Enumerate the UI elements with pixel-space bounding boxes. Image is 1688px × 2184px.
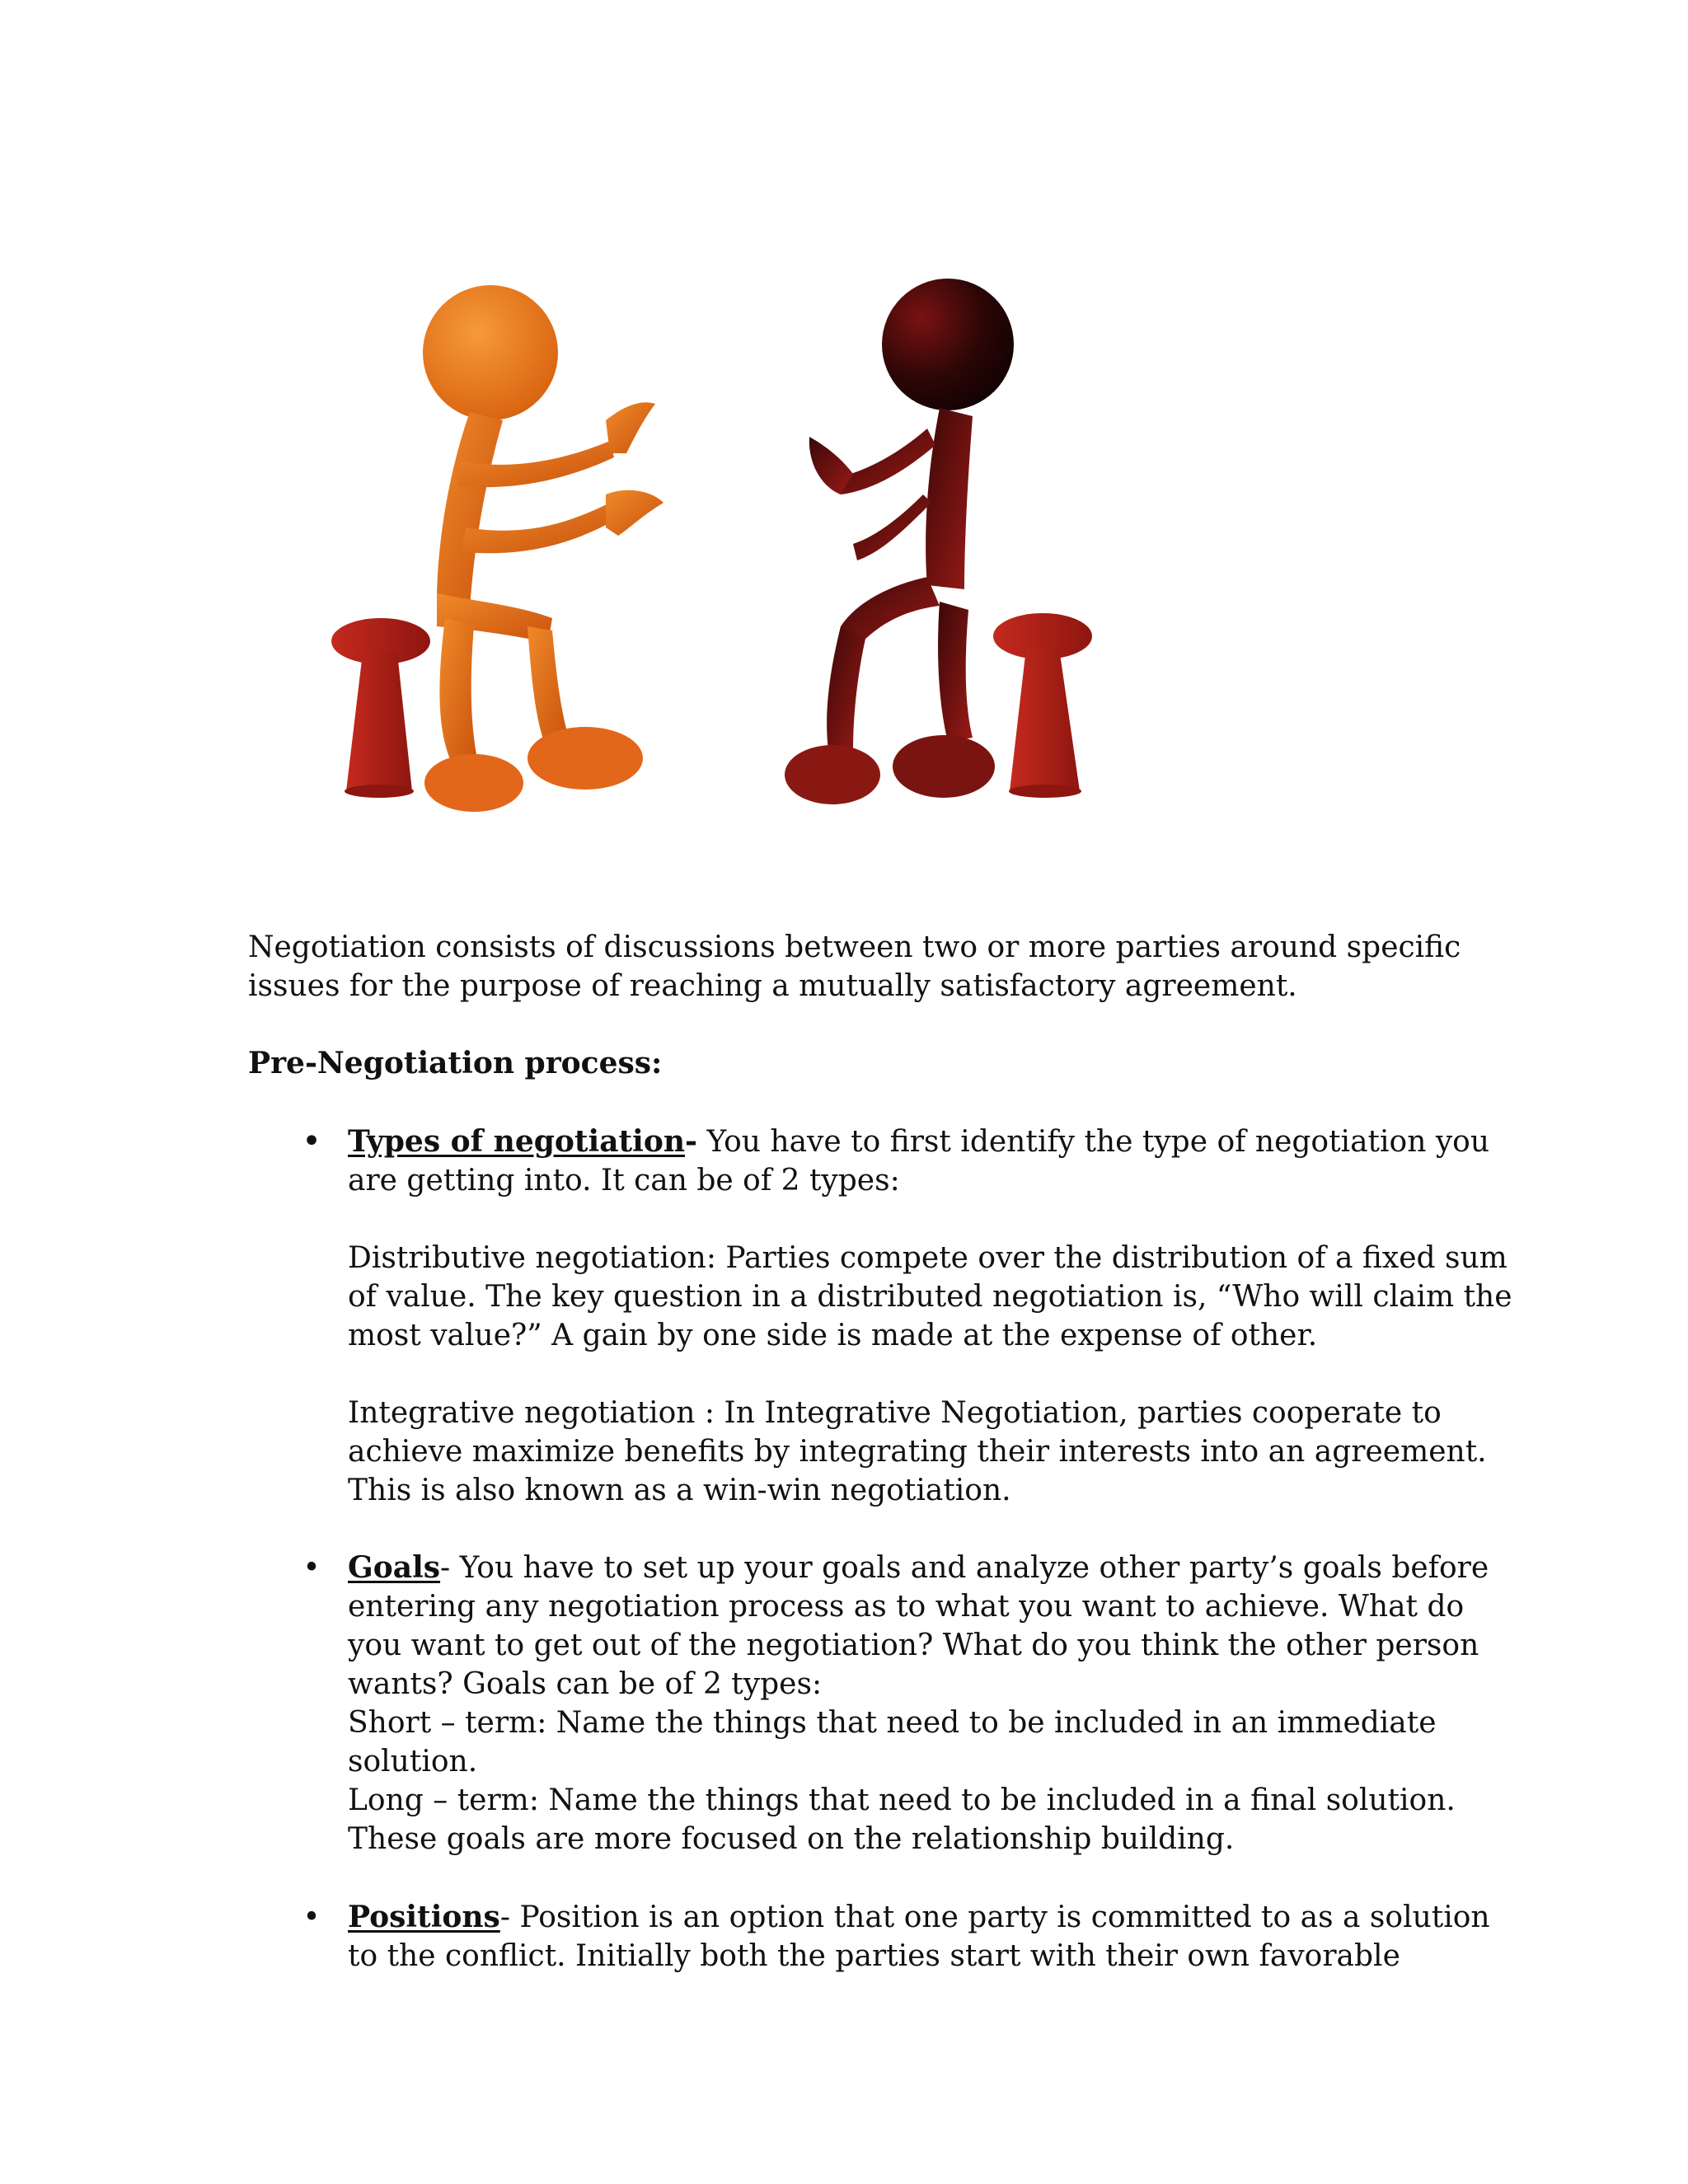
bullet-body (348, 1549, 1518, 1858)
bullet-text: You have to set up your goals and analyze other party’s goals before entering any negotiation process as to what you want to achieve. What do you want to get out of the negotiation? What do you think the other person wants? Goals can be of 2 types: (348, 1551, 1489, 1701)
bullet-lead (348, 1898, 1518, 1975)
bullet-term: Positions (348, 1900, 500, 1934)
intro-paragraph: Negotiation consists of discussions between two or more parties around specific issues for the purpose of reaching a mutually satisfactory agreement. (248, 930, 1461, 1003)
bullet-marker: • (302, 1551, 321, 1585)
right-stool (993, 613, 1092, 798)
negotiation-illustration (313, 255, 1154, 849)
bullet-text: Position is an option that one party is committed to as a solution to the conflict. Initially both the parties start with their own favorable (348, 1900, 1490, 1973)
bullet-body (348, 1122, 1518, 1510)
left-orange-figure (423, 285, 663, 812)
bullet-text: You have to first identify the type of negotiation you are getting into. It can be of 2 types: (348, 1125, 1490, 1197)
bullet-separator: - (499, 1900, 510, 1934)
bullet-marker: • (302, 1900, 321, 1934)
distributive-paragraph: Distributive negotiation: Parties compete over the distribution of a fixed sum of value. The key question in a distributed negotiation is, “Who will claim the most value?” A gain by one side is made at the expense of other. (348, 1241, 1512, 1352)
bullet-term: Goals (348, 1550, 441, 1585)
bullet-marker: • (302, 1122, 321, 1160)
bullet-term: Types of negotiation (348, 1124, 686, 1159)
bullet-lead (348, 1122, 1518, 1200)
bullet-lead (348, 1549, 1518, 1704)
bullet-separator: - (685, 1124, 697, 1159)
bullet-body (348, 1898, 1518, 1975)
section-heading: Pre-Negotiation process: (248, 1046, 663, 1080)
right-dark-figure (785, 279, 1014, 804)
short-term-line: Short – term: Name the things that need to be included in an immediate solution. (348, 1706, 1437, 1779)
left-stool (331, 618, 430, 798)
long-term-line: Long – term: Name the things that need to be included in a final solution. These goals are more focused on the relationship building. (348, 1783, 1456, 1856)
bullet-separator: - (440, 1551, 451, 1585)
integrative-paragraph: Integrative negotiation : In Integrative Negotiation, parties cooperate to achieve maximize benefits by integrating their interests into an agreement. This is also known as a win-win negotiation. (348, 1396, 1487, 1507)
